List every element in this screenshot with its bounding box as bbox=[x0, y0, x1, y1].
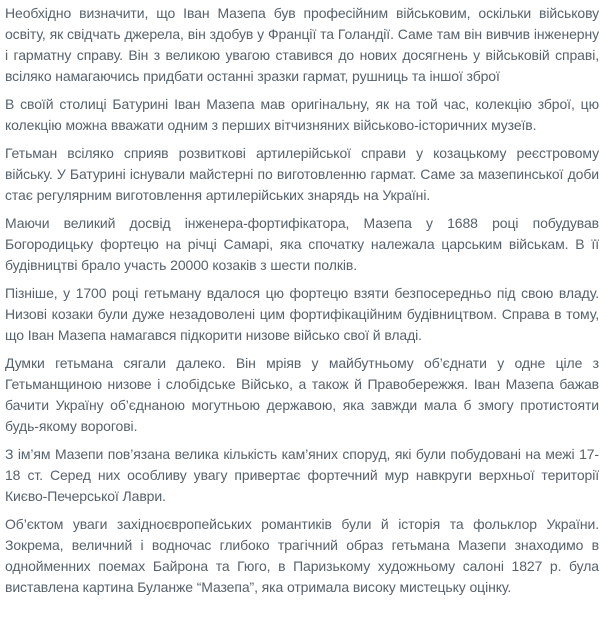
paragraph: Думки гетьмана сягали далеко. Він мріяв у майбутньому об’єднати у одне ціле з Гетьманщиною низове і слобідське Військо, а також й Правобережжя. Іван Мазепа бажав бачити Україну об’єднаною могутньою державою, яка завжди мала б змогу протистояти будь-якому ворогові. bbox=[5, 355, 599, 434]
paragraph: Необхідно визначити, що Іван Мазепа був професійним військовим, оскільки військову освіту, як свідчать джерела, він здобув у Франції та Голандії. Саме там він вивчив інженерну і гарматну справу. Він з великою увагою ставився до нових досягнень у військовій справі, всіляко намагаючись придбати останні зразки гармат, рушниць та іншої зброї bbox=[5, 5, 599, 84]
paragraph: В своїй столиці Батурині Іван Мазепа мав оригінальну, як на той час, колекцію зброї, цю колекцію можна вважати одним з перших вітчизняних військово-історичних музеїв. bbox=[5, 96, 599, 133]
paragraph: З ім’ям Мазепи пов’язана велика кількість кам’яних споруд, які були побудовані на межі 17-18 ст. Серед них особливу увагу привертає фортечний мур навкруги верхньої території Києво-Печерської Лаври. bbox=[5, 446, 599, 504]
paragraph: Маючи великий досвід інженера-фортифікатора, Мазепа у 1688 році побудував Богородицьку фортецю на річці Самарі, яка спочатку належала царським військам. В її будівництві брало участь 20000 козаків з шести полків. bbox=[5, 215, 599, 273]
paragraph: Гетьман всіляко сприяв розвиткові артилерійської справи у козацькому реєстровому війську. У Батурині існували майстерні по виготовленню гармат. Саме за мазепинської доби стає регулярним виготовлення артилерійських знарядь на Україні. bbox=[5, 145, 599, 203]
paragraph: Об’єктом уваги західноєвропейських романтиків були й історія та фольклор України. Зокрема, величний і водночас глибоко трагічний образ гетьмана Мазепи знаходимо в однойменних поемах Байрона та Гюго, в Паризькому художньому салоні 1827 р. була виставлена картина Буланже “Мазепа”, яка отримала високу мистецьку оцінку. bbox=[5, 516, 599, 595]
paragraph: Пізніше, у 1700 році гетьману вдалося цю фортецю взяти безпосередньо під свою владу. Низові козаки були дуже незадоволені цим фортифікаційним будівництвом. Справа в тому, що Іван Мазепа намагався підкорити низове військо свої й владі. bbox=[5, 285, 599, 343]
article-text bbox=[5, 3, 599, 598]
